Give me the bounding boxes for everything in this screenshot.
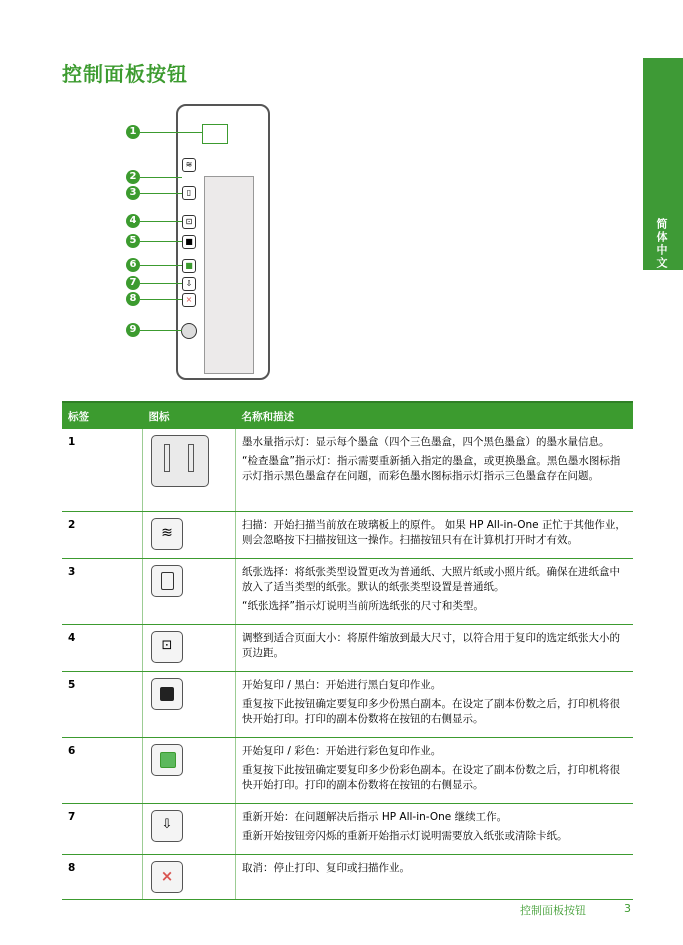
description-paragraph: 调整到适合页面大小：将原件缩放到最大尺寸，以符合用于复印的选定纸张大小的页边距。 <box>242 631 620 659</box>
row-icon-cell <box>143 803 236 854</box>
table-header-row <box>62 402 633 429</box>
header-label: 标签 <box>62 402 143 429</box>
cancel-icon: × <box>151 861 183 893</box>
description-paragraph: 重新开始按钮旁闪烁的重新开始指示灯说明需要放入纸张或清除卡纸。 <box>242 829 568 842</box>
footer-section-title: 控制面板按钮 <box>520 904 586 917</box>
table-row <box>62 803 633 854</box>
row-description <box>236 803 634 854</box>
row-label: 4 <box>62 624 143 671</box>
row-description <box>236 737 634 803</box>
row-description <box>236 624 634 671</box>
description-paragraph: 取消：停止打印、复印或扫描作业。 <box>242 861 410 874</box>
row-description <box>236 671 634 737</box>
row-label: 7 <box>62 803 143 854</box>
row-label: 6 <box>62 737 143 803</box>
row-label: 3 <box>62 558 143 624</box>
callout-9: 9 <box>126 323 140 337</box>
table-row <box>62 671 633 737</box>
panel-fit-button: ⊡ <box>182 215 196 229</box>
row-label: 2 <box>62 511 143 558</box>
row-icon-cell <box>143 624 236 671</box>
language-side-tab <box>643 58 683 270</box>
button-reference-table <box>62 401 633 900</box>
callout-line <box>140 330 182 331</box>
row-description <box>236 511 634 558</box>
panel-resume-button: ⇩ <box>182 277 196 291</box>
table-row <box>62 624 633 671</box>
row-label: 1 <box>62 429 143 511</box>
row-description <box>236 558 634 624</box>
callout-7: 7 <box>126 276 140 290</box>
ink-lights-illustration <box>202 124 228 144</box>
table-row <box>62 558 633 624</box>
description-paragraph: 墨水量指示灯：显示每个墨盒（四个三色墨盒，四个黑色墨盒）的墨水量信息。 <box>242 436 610 448</box>
description-paragraph: 重复按下此按钮确定要复印多少份黑白副本。在设定了副本份数之后，打印机将很快开始打印。打印的副本份数将在按钮的右侧显示。 <box>242 697 620 725</box>
callout-5: 5 <box>126 234 140 248</box>
callout-line <box>140 221 182 222</box>
panel-copy-color-button: ■ <box>182 259 196 273</box>
description-paragraph: 开始复印 / 黑白：开始进行黑白复印作业。 <box>242 678 442 691</box>
scan-icon: ≋ <box>151 518 183 550</box>
callout-8: 8 <box>126 292 140 306</box>
callout-line <box>140 241 182 242</box>
device-display-area <box>204 176 254 374</box>
table-row <box>62 737 633 803</box>
row-label: 5 <box>62 671 143 737</box>
description-paragraph: “纸张选择”指示灯说明当前所选纸张的尺寸和类型。 <box>242 599 484 612</box>
callout-line <box>140 193 182 194</box>
page-title: 控制面板按钮 <box>62 62 188 86</box>
table-row <box>62 511 633 558</box>
row-label: 8 <box>62 854 143 899</box>
callout-line <box>140 132 202 133</box>
table-row <box>62 429 633 511</box>
row-icon-cell <box>143 558 236 624</box>
row-description <box>236 429 634 511</box>
panel-paper-button: ▯ <box>182 186 196 200</box>
callout-line <box>140 283 182 284</box>
row-icon-cell <box>143 511 236 558</box>
header-icon: 图标 <box>143 402 236 429</box>
row-description <box>236 854 634 899</box>
callout-6: 6 <box>126 258 140 272</box>
language-label: 简体中文 <box>655 218 668 270</box>
callout-line <box>140 299 182 300</box>
ink-level-indicator-icon <box>151 435 209 487</box>
callout-line <box>140 177 182 178</box>
panel-cancel-button: × <box>182 293 196 307</box>
description-paragraph: 重复按下此按钮确定要复印多少份彩色副本。在设定了副本份数之后，打印机将很快开始打印。打印的副本份数将在按钮的右侧显示。 <box>242 763 620 791</box>
description-paragraph: 重新开始：在问题解决后指示 HP All-in-One 继续工作。 <box>242 810 508 823</box>
footer-page-number: 3 <box>624 902 631 915</box>
callout-1: 1 <box>126 125 140 139</box>
copy-black-icon <box>151 678 183 710</box>
row-icon-cell <box>143 429 236 511</box>
row-icon-cell <box>143 854 236 899</box>
copy-color-icon <box>151 744 183 776</box>
callout-line <box>140 265 182 266</box>
resume-icon: ⇩ <box>151 810 183 842</box>
callout-3: 3 <box>126 186 140 200</box>
description-paragraph: 开始复印 / 彩色：开始进行彩色复印作业。 <box>242 744 442 757</box>
callout-2: 2 <box>126 170 140 184</box>
row-icon-cell <box>143 671 236 737</box>
panel-power-button <box>181 323 197 339</box>
header-description: 名称和描述 <box>236 402 634 429</box>
description-paragraph: “检查墨盒”指示灯：指示需要重新插入指定的墨盒，或更换墨盒。黑色墨水图标指示灯指示黑色墨盒存在问题，而彩色墨水图标指示灯指示三色墨盒存在问题。 <box>242 455 621 482</box>
table-row <box>62 854 633 899</box>
description-paragraph: 纸张选择：将纸张类型设置更改为普通纸、大照片纸或小照片纸。确保在进纸盒中放入了适当类型的纸张。默认的纸张类型设置是普通纸。 <box>242 565 620 593</box>
paper-type-icon <box>151 565 183 597</box>
panel-copy-black-button: ■ <box>182 235 196 249</box>
row-icon-cell <box>143 737 236 803</box>
panel-scan-button: ≋ <box>182 158 196 172</box>
resize-to-fit-icon: ⊡ <box>151 631 183 663</box>
callout-4: 4 <box>126 214 140 228</box>
description-paragraph: 扫描：开始扫描当前放在玻璃板上的原件。 如果 HP All-in-One 正忙于其他作业，则会忽略按下扫描按钮这一操作。扫描按钮只有在计算机打开时才有效。 <box>242 518 626 546</box>
